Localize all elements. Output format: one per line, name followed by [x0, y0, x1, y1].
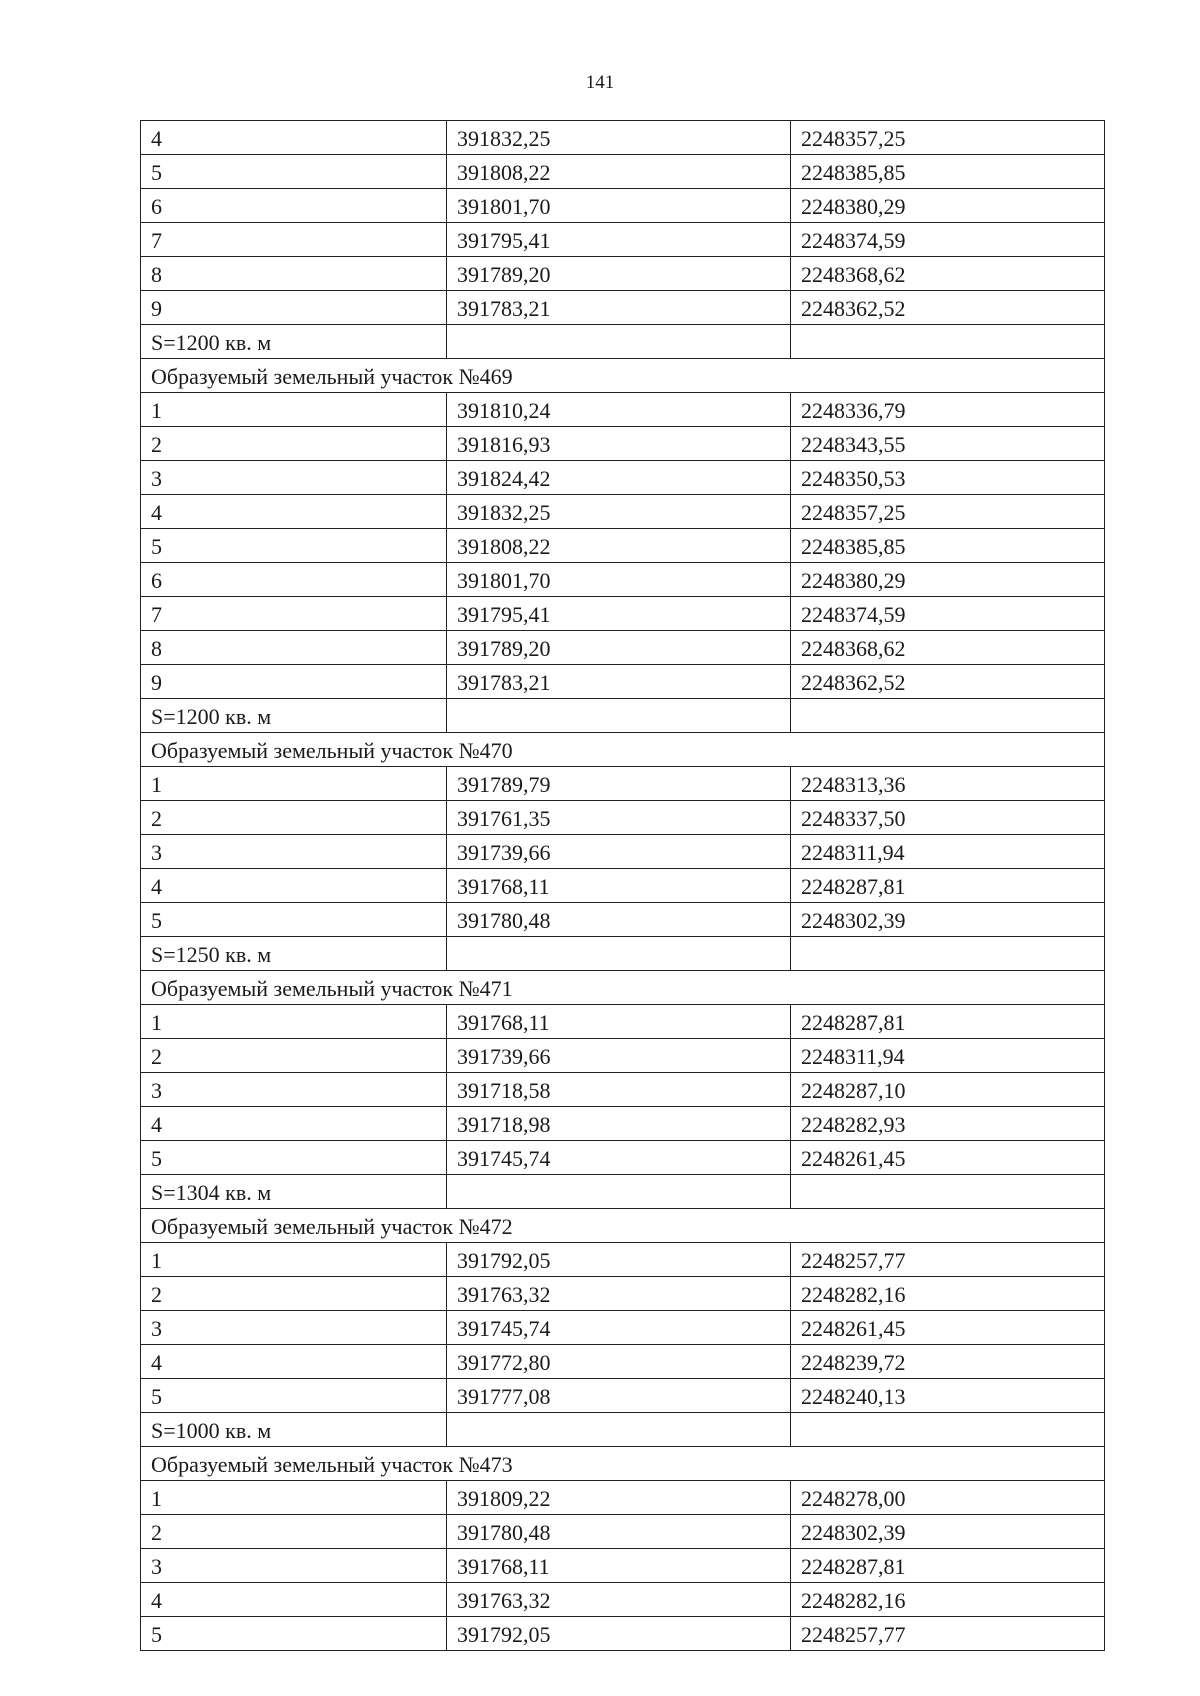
- coordinate-y: 2248282,16: [791, 1277, 1105, 1311]
- coordinate-x: 391761,35: [447, 801, 791, 835]
- page-number: 141: [585, 72, 615, 93]
- coordinate-x: 391810,24: [447, 393, 791, 427]
- point-number: 5: [141, 1617, 447, 1651]
- point-number: 1: [141, 1481, 447, 1515]
- point-number: 3: [141, 1311, 447, 1345]
- point-number: 2: [141, 1515, 447, 1549]
- point-number: 8: [141, 257, 447, 291]
- coordinate-x: 391739,66: [447, 835, 791, 869]
- coordinate-y: 2248257,77: [791, 1617, 1105, 1651]
- point-row: [141, 1379, 1105, 1413]
- point-row: [141, 257, 1105, 291]
- point-number: 5: [141, 903, 447, 937]
- coordinate-x: 391789,79: [447, 767, 791, 801]
- coordinate-x: 391795,41: [447, 597, 791, 631]
- point-number: 4: [141, 1107, 447, 1141]
- coordinate-y: 2248380,29: [791, 189, 1105, 223]
- point-row: [141, 495, 1105, 529]
- area-row: [141, 1413, 1105, 1447]
- point-row: [141, 291, 1105, 325]
- point-number: 2: [141, 1039, 447, 1073]
- coordinate-y: 2248362,52: [791, 291, 1105, 325]
- empty-cell: [447, 699, 791, 733]
- point-row: [141, 1549, 1105, 1583]
- coordinate-x: 391777,08: [447, 1379, 791, 1413]
- coordinate-y: 2248240,13: [791, 1379, 1105, 1413]
- coordinate-x: 391780,48: [447, 903, 791, 937]
- point-number: 1: [141, 1243, 447, 1277]
- point-row: [141, 1005, 1105, 1039]
- coordinate-x: 391789,20: [447, 631, 791, 665]
- point-number: 3: [141, 461, 447, 495]
- coordinate-x: 391718,98: [447, 1107, 791, 1141]
- point-row: [141, 1515, 1105, 1549]
- point-number: 5: [141, 1379, 447, 1413]
- plot-header-row: [141, 1447, 1105, 1481]
- point-number: 3: [141, 1549, 447, 1583]
- coordinate-y: 2248343,55: [791, 427, 1105, 461]
- coordinate-x: 391824,42: [447, 461, 791, 495]
- point-number: 1: [141, 393, 447, 427]
- coordinate-y: 2248282,16: [791, 1583, 1105, 1617]
- point-row: [141, 1277, 1105, 1311]
- point-number: 1: [141, 1005, 447, 1039]
- coordinate-x: 391718,58: [447, 1073, 791, 1107]
- point-row: [141, 1243, 1105, 1277]
- empty-cell: [791, 937, 1105, 971]
- point-row: [141, 903, 1105, 937]
- point-number: 8: [141, 631, 447, 665]
- empty-cell: [447, 325, 791, 359]
- point-number: 6: [141, 189, 447, 223]
- point-number: 9: [141, 291, 447, 325]
- empty-cell: [791, 699, 1105, 733]
- coordinate-y: 2248350,53: [791, 461, 1105, 495]
- plot-title: Образуемый земельный участок №473: [141, 1447, 1105, 1481]
- point-row: [141, 767, 1105, 801]
- point-row: [141, 1107, 1105, 1141]
- point-row: [141, 665, 1105, 699]
- empty-cell: [791, 1413, 1105, 1447]
- plot-header-row: [141, 359, 1105, 393]
- plot-title: Образуемый земельный участок №472: [141, 1209, 1105, 1243]
- area-value: S=1200 кв. м: [141, 325, 447, 359]
- point-row: [141, 427, 1105, 461]
- point-number: 9: [141, 665, 447, 699]
- coordinate-y: 2248336,79: [791, 393, 1105, 427]
- plot-title: Образуемый земельный участок №469: [141, 359, 1105, 393]
- point-row: [141, 869, 1105, 903]
- coordinate-x: 391816,93: [447, 427, 791, 461]
- point-number: 3: [141, 1073, 447, 1107]
- area-value: S=1304 кв. м: [141, 1175, 447, 1209]
- empty-cell: [447, 1413, 791, 1447]
- point-number: 4: [141, 869, 447, 903]
- coordinate-y: 2248282,93: [791, 1107, 1105, 1141]
- coordinate-y: 2248385,85: [791, 529, 1105, 563]
- area-value: S=1250 кв. м: [141, 937, 447, 971]
- coordinate-y: 2248287,10: [791, 1073, 1105, 1107]
- area-value: S=1000 кв. м: [141, 1413, 447, 1447]
- point-row: [141, 529, 1105, 563]
- empty-cell: [791, 1175, 1105, 1209]
- empty-cell: [447, 937, 791, 971]
- coordinate-x: 391809,22: [447, 1481, 791, 1515]
- point-number: 5: [141, 155, 447, 189]
- coordinate-y: 2248302,39: [791, 903, 1105, 937]
- coordinate-y: 2248362,52: [791, 665, 1105, 699]
- coordinate-y: 2248313,36: [791, 767, 1105, 801]
- coordinate-y: 2248261,45: [791, 1141, 1105, 1175]
- point-row: [141, 1311, 1105, 1345]
- area-value: S=1200 кв. м: [141, 699, 447, 733]
- point-row: [141, 121, 1105, 155]
- point-row: [141, 393, 1105, 427]
- coordinate-x: 391739,66: [447, 1039, 791, 1073]
- point-number: 4: [141, 121, 447, 155]
- coordinate-x: 391768,11: [447, 1549, 791, 1583]
- point-row: [141, 801, 1105, 835]
- coordinate-y: 2248311,94: [791, 1039, 1105, 1073]
- area-row: [141, 699, 1105, 733]
- coordinate-y: 2248311,94: [791, 835, 1105, 869]
- plot-title: Образуемый земельный участок №470: [141, 733, 1105, 767]
- point-row: [141, 189, 1105, 223]
- coordinate-x: 391763,32: [447, 1583, 791, 1617]
- point-row: [141, 1583, 1105, 1617]
- coordinate-x: 391745,74: [447, 1311, 791, 1345]
- point-row: [141, 563, 1105, 597]
- point-row: [141, 223, 1105, 257]
- point-number: 3: [141, 835, 447, 869]
- coordinate-x: 391832,25: [447, 121, 791, 155]
- coordinate-y: 2248337,50: [791, 801, 1105, 835]
- coordinate-x: 391808,22: [447, 529, 791, 563]
- point-row: [141, 631, 1105, 665]
- coordinate-x: 391792,05: [447, 1617, 791, 1651]
- coordinate-y: 2248287,81: [791, 869, 1105, 903]
- coordinate-y: 2248302,39: [791, 1515, 1105, 1549]
- empty-cell: [791, 325, 1105, 359]
- coordinate-x: 391768,11: [447, 869, 791, 903]
- plot-header-row: [141, 1209, 1105, 1243]
- coordinates-table: [140, 120, 1105, 1651]
- coordinate-y: 2248385,85: [791, 155, 1105, 189]
- coordinate-y: 2248261,45: [791, 1311, 1105, 1345]
- coordinate-y: 2248374,59: [791, 597, 1105, 631]
- coordinate-y: 2248257,77: [791, 1243, 1105, 1277]
- point-number: 4: [141, 1345, 447, 1379]
- empty-cell: [447, 1175, 791, 1209]
- coordinate-x: 391783,21: [447, 665, 791, 699]
- plot-title: Образуемый земельный участок №471: [141, 971, 1105, 1005]
- coordinate-y: 2248287,81: [791, 1549, 1105, 1583]
- coordinate-y: 2248239,72: [791, 1345, 1105, 1379]
- area-row: [141, 1175, 1105, 1209]
- point-number: 7: [141, 597, 447, 631]
- area-row: [141, 325, 1105, 359]
- point-row: [141, 1481, 1105, 1515]
- coordinate-x: 391795,41: [447, 223, 791, 257]
- point-number: 6: [141, 563, 447, 597]
- point-number: 5: [141, 1141, 447, 1175]
- coordinate-x: 391745,74: [447, 1141, 791, 1175]
- coordinate-x: 391792,05: [447, 1243, 791, 1277]
- point-number: 1: [141, 767, 447, 801]
- point-row: [141, 1039, 1105, 1073]
- coordinate-x: 391801,70: [447, 189, 791, 223]
- point-row: [141, 835, 1105, 869]
- plot-header-row: [141, 971, 1105, 1005]
- coordinate-y: 2248357,25: [791, 495, 1105, 529]
- coordinate-x: 391783,21: [447, 291, 791, 325]
- plot-header-row: [141, 733, 1105, 767]
- point-number: 2: [141, 801, 447, 835]
- point-number: 4: [141, 495, 447, 529]
- point-row: [141, 1617, 1105, 1651]
- coordinate-y: 2248278,00: [791, 1481, 1105, 1515]
- point-number: 4: [141, 1583, 447, 1617]
- coordinate-y: 2248368,62: [791, 631, 1105, 665]
- coordinate-y: 2248368,62: [791, 257, 1105, 291]
- coordinate-x: 391801,70: [447, 563, 791, 597]
- coordinate-y: 2248357,25: [791, 121, 1105, 155]
- point-row: [141, 597, 1105, 631]
- point-row: [141, 1073, 1105, 1107]
- coordinate-x: 391789,20: [447, 257, 791, 291]
- point-row: [141, 1345, 1105, 1379]
- coordinate-x: 391832,25: [447, 495, 791, 529]
- coordinate-x: 391780,48: [447, 1515, 791, 1549]
- coordinate-x: 391808,22: [447, 155, 791, 189]
- point-row: [141, 155, 1105, 189]
- coordinates-table-body: [141, 121, 1105, 1651]
- point-number: 5: [141, 529, 447, 563]
- point-row: [141, 1141, 1105, 1175]
- coordinate-y: 2248287,81: [791, 1005, 1105, 1039]
- coordinate-x: 391763,32: [447, 1277, 791, 1311]
- point-number: 7: [141, 223, 447, 257]
- area-row: [141, 937, 1105, 971]
- coordinate-y: 2248374,59: [791, 223, 1105, 257]
- coordinate-x: 391768,11: [447, 1005, 791, 1039]
- coordinate-y: 2248380,29: [791, 563, 1105, 597]
- coordinate-x: 391772,80: [447, 1345, 791, 1379]
- point-row: [141, 461, 1105, 495]
- point-number: 2: [141, 1277, 447, 1311]
- point-number: 2: [141, 427, 447, 461]
